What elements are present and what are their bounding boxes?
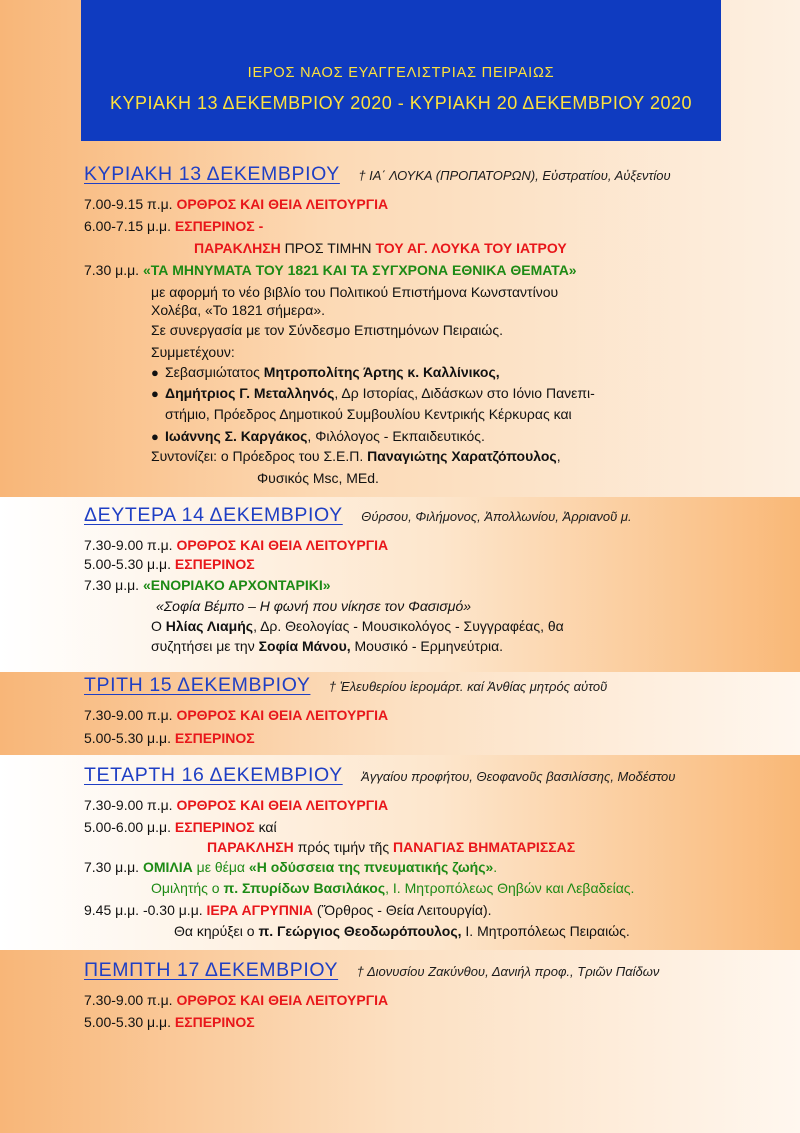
schedule-line xyxy=(84,859,497,875)
schedule-line xyxy=(84,577,331,593)
text: , Δρ. Θεολογίας - Μουσικολόγος - Συγγραφέας, θα xyxy=(253,618,564,634)
text: Σεβασμιώτατος xyxy=(165,364,264,380)
schedule-line xyxy=(84,819,277,835)
time: 5.00-5.30 μ.μ. xyxy=(84,556,171,572)
speaker-name: Ηλίας Λιαμής xyxy=(165,618,254,634)
saints-of-day: Θύρσου, Φιλήμονος, Ἀπολλωνίου, Ἀρριανοῦ μ. xyxy=(361,509,632,524)
service-name: ΕΣΠΕΡΙΝΟΣ - xyxy=(174,218,264,234)
schedule-line xyxy=(84,992,388,1008)
service-name: ΟΡΘΡΟΣ ΚΑΙ ΘΕΙΑ ΛΕΙΤΟΥΡΓΙΑ xyxy=(176,797,389,813)
event-description: με αφορμή το νέο βιβλίο του Πολιτικού Επιστήμονα Κωνσταντίνου xyxy=(151,284,559,300)
saints-of-day: † Ἐλευθερίου ἱερομάρτ. καί Ἀνθίας μητρός αὐτοῦ xyxy=(328,679,608,694)
service-name: ΕΣΠΕΡΙΝΟΣ xyxy=(174,556,255,572)
coordinator-line-continued: Φυσικός Msc, MEd. xyxy=(257,470,379,486)
participant-name: Μητροπολίτης Άρτης κ. Καλλίνικος, xyxy=(263,364,500,380)
service-name: ΕΣΠΕΡΙΝΟΣ xyxy=(174,1014,255,1030)
text: συζητήσει με την xyxy=(151,638,259,654)
participant-item xyxy=(151,428,485,444)
time: 7.30 μ.μ. xyxy=(84,859,140,875)
schedule-line xyxy=(84,730,255,746)
bullet-icon: ● xyxy=(151,365,159,380)
schedule-line xyxy=(84,797,388,813)
service-name: ΟΡΘΡΟΣ ΚΑΙ ΘΕΙΑ ΛΕΙΤΟΥΡΓΙΑ xyxy=(176,537,389,553)
text: . xyxy=(493,859,498,875)
time: 7.30-9.00 π.μ. xyxy=(84,707,173,723)
saints-of-day: † ΙΑ΄ ΛΟΥΚΑ (ΠΡΟΠΑΤΟΡΩΝ), Εὐστρατίου, Αὐξεντίου xyxy=(358,168,671,183)
service-name: ΟΡΘΡΟΣ ΚΑΙ ΘΕΙΑ ΛΕΙΤΟΥΡΓΙΑ xyxy=(176,992,389,1008)
day-title: ΚΥΡΙΑΚΗ 13 ΔΕΚΕΜΒΡΙΟΥ xyxy=(84,163,340,185)
time: 5.00-5.30 μ.μ. xyxy=(84,1014,171,1030)
text: πρός τιμήν τῆς xyxy=(293,839,393,855)
schedule-line xyxy=(84,1014,255,1030)
text: , Ι. Μητροπόλεως Θηβών και Λεβαδείας. xyxy=(385,880,635,896)
event-title: «ΕΝΟΡΙΑΚΟ ΑΡΧΟΝΤΑΡΙΚΙ» xyxy=(142,577,331,593)
text: , Φιλόλογος - Εκπαιδευτικός. xyxy=(307,428,485,444)
schedule-line xyxy=(84,218,263,234)
header-banner xyxy=(81,0,721,141)
schedule-line xyxy=(84,262,577,278)
participant-item xyxy=(151,364,500,380)
schedule-line xyxy=(207,839,575,855)
event-description xyxy=(151,638,503,654)
day-heading-wednesday xyxy=(84,764,780,787)
speaker-line xyxy=(174,923,630,939)
speaker-name: π. Σπυρίδων Βασιλάκος xyxy=(223,880,386,896)
schedule-line xyxy=(84,902,492,918)
time: 7.30-9.00 π.μ. xyxy=(84,797,173,813)
schedule-line xyxy=(84,707,388,723)
time: 7.30 μ.μ. xyxy=(84,577,140,593)
week-dates: ΚΥΡΙΑΚΗ 13 ΔΕΚΕΜΒΡΙΟΥ 2020 - ΚΥΡΙΑΚΗ 20 ΔΕΚΕΜΒΡΙΟΥ 2020 xyxy=(109,93,692,113)
participant-item xyxy=(151,385,595,401)
day-title: ΤΕΤΑΡΤΗ 16 ΔΕΚΕΜΒΡΙΟΥ xyxy=(84,764,343,786)
schedule-line xyxy=(84,556,255,572)
text: Ομιλητής ο xyxy=(151,880,224,896)
saints-of-day: † Διονυσίου Ζακύνθου, Δανιήλ προφ., Τριῶν Παίδων xyxy=(356,964,660,979)
day-title: ΔΕΥΤΕΡΑ 14 ΔΕΚΕΜΒΡΙΟΥ xyxy=(84,504,343,526)
schedule-line xyxy=(194,240,567,256)
coordinator-line xyxy=(151,448,561,464)
schedule-line xyxy=(84,537,388,553)
time: 5.00-6.00 μ.μ. xyxy=(84,819,171,835)
text: , Δρ Ιστορίας, Διδάσκων στο Ιόνιο Πανεπι- xyxy=(334,385,595,401)
service-name: ΠΑΡΑΚΛΗΣΗ xyxy=(194,240,281,256)
time: 5.00-5.30 μ.μ. xyxy=(84,730,171,746)
bullet-icon: ● xyxy=(151,386,159,401)
service-name: ΠΑΝΑΓΙΑΣ ΒΗΜΑΤΑΡΙΣΣΑΣ xyxy=(392,839,576,855)
coordinator-name: Παναγιώτης Χαρατζόπουλος xyxy=(367,448,557,464)
day-heading-monday xyxy=(84,504,780,527)
schedule-line xyxy=(84,196,388,212)
event-title: «ΤΑ ΜΗΝΥΜΑΤΑ ΤΟΥ 1821 ΚΑΙ ΤΑ ΣΥΓΧΡΟΝΑ ΕΘΝΙΚΑ ΘΕΜΑΤΑ» xyxy=(142,262,577,278)
text: , xyxy=(556,448,561,464)
text: Θα κηρύξει ο xyxy=(174,923,259,939)
text: (Ὄρθρος - Θεία Λειτουργία). xyxy=(312,902,492,918)
speaker-name: Σοφία Μάνου, xyxy=(258,638,351,654)
text: Ι. Μητροπόλεως Πειραιώς. xyxy=(461,923,630,939)
time: 9.45 μ.μ. -0.30 μ.μ. xyxy=(84,902,203,918)
service-name: ΕΣΠΕΡΙΝΟΣ xyxy=(174,819,255,835)
text: ΠΡΟΣ ΤΙΜΗΝ xyxy=(280,240,376,256)
time: 7.00-9.15 π.μ. xyxy=(84,196,173,212)
text: με θέμα xyxy=(192,859,249,875)
service-name: ΠΑΡΑΚΛΗΣΗ xyxy=(207,839,294,855)
service-name: ΕΣΠΕΡΙΝΟΣ xyxy=(174,730,255,746)
speaker-name: π. Γεώργιος Θεοδωρόπουλος, xyxy=(258,923,462,939)
day-heading-sunday xyxy=(84,163,780,186)
church-name: ΙΕΡΟΣ ΝΑΟΣ ΕΥΑΓΓΕΛΙΣΤΡΙΑΣ ΠΕΙΡΑΙΩΣ xyxy=(247,65,555,81)
bullet-icon: ● xyxy=(151,429,159,444)
time: 6.00-7.15 μ.μ. xyxy=(84,218,171,234)
time: 7.30-9.00 π.μ. xyxy=(84,537,173,553)
service-name: ΟΡΘΡΟΣ ΚΑΙ ΘΕΙΑ ΛΕΙΤΟΥΡΓΙΑ xyxy=(176,707,389,723)
service-name: ΟΡΘΡΟΣ ΚΑΙ ΘΕΙΑ ΛΕΙΤΟΥΡΓΙΑ xyxy=(176,196,389,212)
saints-of-day: Ἀγγαίου προφήτου, Θεοφανοῦς βασιλίσσης, Μοδέστου xyxy=(361,769,676,784)
participant-item-continued: στήμιο, Πρόεδρος Δημοτικού Συμβουλίου Κεντρικής Κέρκυρας και xyxy=(165,406,572,422)
day-heading-tuesday xyxy=(84,674,780,697)
text: Μουσικό - Ερμηνεύτρια. xyxy=(350,638,504,654)
participant-name: Δημήτριος Γ. Μεταλληνός xyxy=(165,385,335,401)
text: Συντονίζει: ο Πρόεδρος του Σ.Ε.Π. xyxy=(151,448,368,464)
event-description: Συμμετέχουν: xyxy=(151,344,235,360)
service-name: ΤΟΥ ΑΓ. ΛΟΥΚΑ ΤΟΥ ΙΑΤΡΟΥ xyxy=(375,240,567,256)
time: 7.30 μ.μ. xyxy=(84,262,140,278)
day-title: ΠΕΜΠΤΗ 17 ΔΕΚΕΜΒΡΙΟΥ xyxy=(84,959,339,981)
text: Ο xyxy=(151,618,166,634)
text: καί xyxy=(254,819,277,835)
event-description: Σε συνεργασία με τον Σύνδεσμο Επιστημόνων Πειραιώς. xyxy=(151,322,503,338)
event-title: ΟΜΙΛΙΑ xyxy=(142,859,193,875)
event-description: Χολέβα, «Το 1821 σήμερα». xyxy=(151,302,326,318)
time: 7.30-9.00 π.μ. xyxy=(84,992,173,1008)
event-topic: «Η οδύσσεια της πνευματικής ζωής» xyxy=(248,859,494,875)
day-heading-thursday xyxy=(84,959,780,982)
service-name: ΙΕΡΑ ΑΓΡΥΠΝΙΑ xyxy=(206,902,313,918)
day-title: ΤΡΙΤΗ 15 ΔΕΚΕΜΒΡΙΟΥ xyxy=(84,674,311,696)
participant-name: Ιωάννης Σ. Καργάκος xyxy=(165,428,308,444)
event-description xyxy=(151,618,564,634)
speaker-line xyxy=(151,880,634,896)
event-subtitle: «Σοφία Βέμπο – Η φωνή που νίκησε τον Φασισμό» xyxy=(156,598,472,614)
